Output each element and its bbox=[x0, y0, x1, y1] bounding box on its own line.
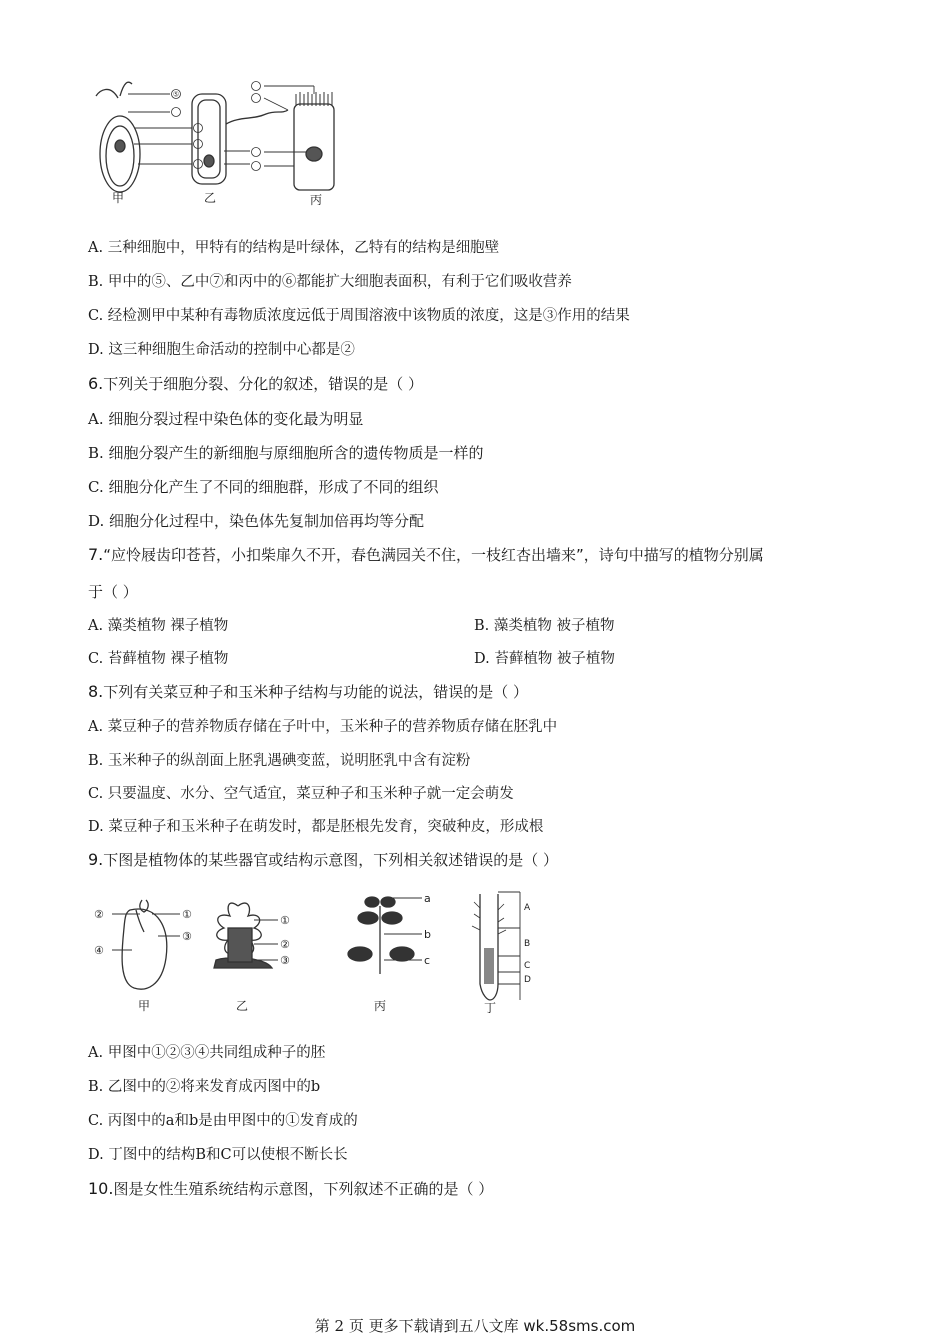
fig2-label-jia: 甲 bbox=[137, 999, 151, 1013]
q6-stem bbox=[88, 374, 423, 394]
plant-structures-figure bbox=[88, 888, 548, 1013]
ding-mark-b: B bbox=[524, 939, 531, 949]
ding-mark-a: A bbox=[524, 903, 531, 913]
q6-option-c: C. 细胞分化产生了不同的细胞群，形成了不同的组织 bbox=[88, 478, 439, 496]
q7-stem bbox=[88, 545, 764, 565]
q9-option-a: A. 甲图中①②③④共同组成种子的胚 bbox=[88, 1045, 326, 1061]
page-footer bbox=[0, 1316, 950, 1336]
fig2-label-bing: 丙 bbox=[373, 999, 387, 1013]
q8-option-a: A. 菜豆种子的营养物质存储在子叶中，玉米种子的营养物质存储在胚乳中 bbox=[88, 719, 558, 735]
yi-mark-2: ② bbox=[280, 938, 290, 951]
q10-stem bbox=[88, 1179, 493, 1199]
site-link[interactable]: wk.58sms.com bbox=[523, 1317, 636, 1335]
q8-stem-text: 下列有关菜豆种子和玉米种子结构与功能的说法，错误的是（ ） bbox=[103, 683, 529, 701]
q9-option-b: B. 乙图中的②将来发育成丙图中的b bbox=[88, 1079, 321, 1095]
q10-stem-text: 图是女性生殖系统结构示意图，下列叙述不正确的是（ ） bbox=[113, 1180, 494, 1198]
fig2-label-ding: 丁 bbox=[483, 1001, 497, 1013]
q5-option-d: D. 这三种细胞生命活动的控制中心都是② bbox=[88, 342, 355, 358]
bing-mark-c: c bbox=[424, 954, 431, 967]
q8-number: 8. bbox=[88, 682, 104, 701]
yi-mark-3: ③ bbox=[280, 954, 290, 967]
yi-mark-1: ① bbox=[280, 914, 290, 927]
q5-option-c: C. 经检测甲中某种有毒物质浓度远低于周围溶液中该物质的浓度，这是③作用的结果 bbox=[88, 308, 630, 324]
q6-number: 6. bbox=[88, 374, 104, 393]
q6-option-a: A. 细胞分裂过程中染色体的变化最为明显 bbox=[88, 410, 364, 428]
ding-mark-c: C bbox=[524, 961, 531, 971]
q10-number: 10. bbox=[88, 1179, 114, 1198]
bing-mark-a: a bbox=[424, 892, 431, 905]
q6-option-d: D. 细胞分化过程中，染色体先复制加倍再均等分配 bbox=[88, 512, 425, 530]
jia-mark-1: ① bbox=[182, 908, 192, 921]
download-note: 更多下载请到五八文库 bbox=[363, 1317, 524, 1335]
fig1-label-bing: 丙 bbox=[309, 193, 323, 207]
fig2-label-yi: 乙 bbox=[235, 999, 249, 1013]
q7-stem-text: “应怜屐齿印苍苔，小扣柴扉久不开，春色满园关不住，一枝红杏出墙来”，诗句中描写的植物分别属 bbox=[103, 546, 764, 564]
q9-option-d: D. 丁图中的结构B和C可以使根不断长长 bbox=[88, 1147, 348, 1163]
fig1-label-yi: 乙 bbox=[203, 191, 217, 205]
q6-stem-text: 下列关于细胞分裂、分化的叙述，错误的是（ ） bbox=[103, 375, 424, 393]
q7-option-d: D. 苔藓植物 被子植物 bbox=[474, 651, 615, 667]
q5-option-a: A. 三种细胞中，甲特有的结构是叶绿体，乙特有的结构是细胞壁 bbox=[88, 240, 500, 256]
q7-option-a: A. 藻类植物 裸子植物 bbox=[88, 618, 229, 634]
svg-text:⑤: ⑤ bbox=[172, 90, 180, 99]
jia-mark-3: ③ bbox=[182, 930, 192, 943]
q9-stem-text: 下图是植物体的某些器官或结构示意图，下列相关叙述错误的是（ ） bbox=[103, 851, 559, 869]
bing-mark-b: b bbox=[424, 928, 431, 941]
q7-option-c: C. 苔藓植物 裸子植物 bbox=[88, 651, 229, 667]
page-number: 第 2 页 bbox=[314, 1317, 364, 1335]
ding-mark-d: D bbox=[524, 975, 531, 985]
q7-option-b: B. 藻类植物 被子植物 bbox=[474, 618, 615, 634]
q5-option-b: B. 甲中的⑤、乙中⑦和丙中的⑥都能扩大细胞表面积，有利于它们吸收营养 bbox=[88, 274, 572, 290]
q8-option-b: B. 玉米种子的纵剖面上胚乳遇碘变蓝，说明胚乳中含有淀粉 bbox=[88, 753, 471, 769]
jia-mark-2: ② bbox=[94, 908, 104, 921]
q7-stem-continued: 于（ ） bbox=[88, 583, 138, 601]
fig1-label-jia: 甲 bbox=[111, 191, 125, 205]
q8-stem bbox=[88, 682, 528, 702]
cell-figure bbox=[88, 76, 358, 211]
q9-option-c: C. 丙图中的a和b是由甲图中的①发育成的 bbox=[88, 1113, 358, 1129]
q9-stem bbox=[88, 850, 558, 870]
q8-option-c: C. 只要温度、水分、空气适宜，菜豆种子和玉米种子就一定会萌发 bbox=[88, 786, 514, 802]
q7-number: 7. bbox=[88, 545, 104, 564]
q6-option-b: B. 细胞分裂产生的新细胞与原细胞所含的遗传物质是一样的 bbox=[88, 444, 484, 462]
q9-number: 9. bbox=[88, 850, 104, 869]
q8-option-d: D. 菜豆种子和玉米种子在萌发时，都是胚根先发育，突破种皮，形成根 bbox=[88, 819, 544, 835]
jia-mark-4: ④ bbox=[94, 944, 104, 957]
